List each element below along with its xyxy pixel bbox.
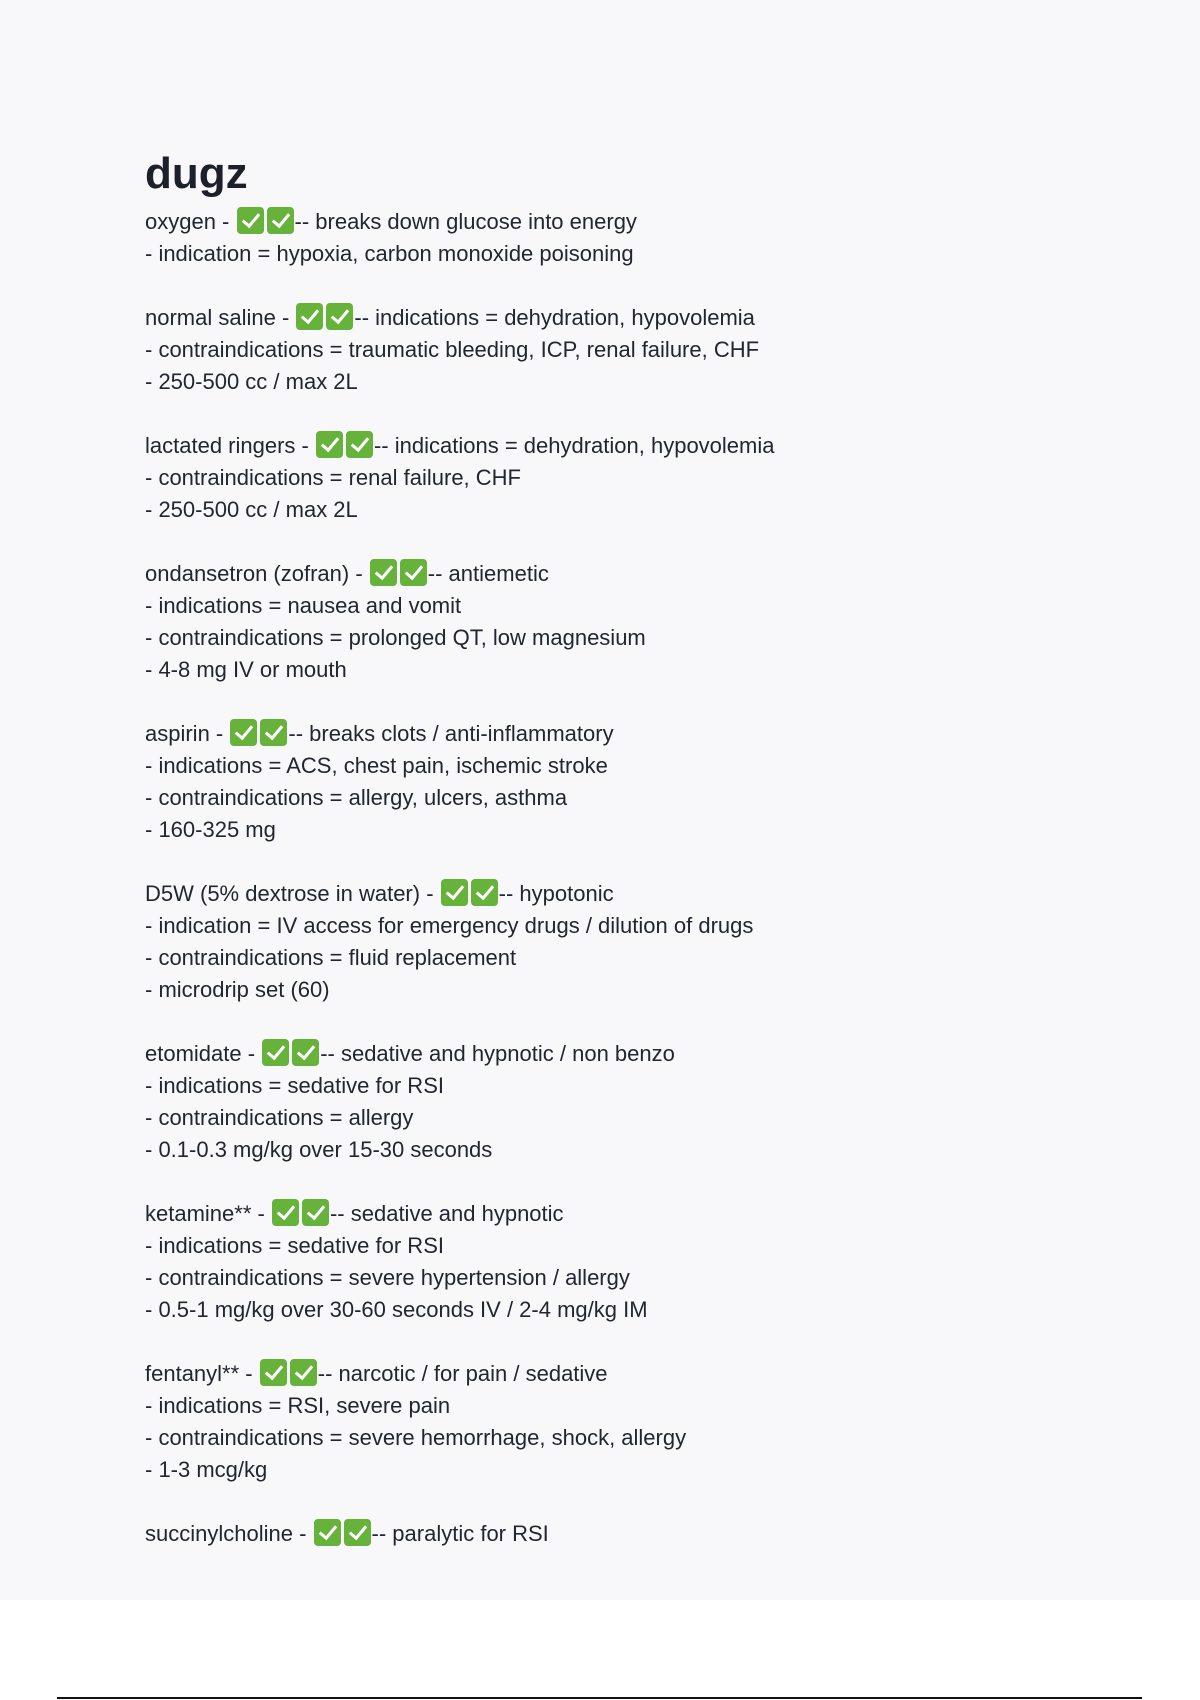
check-marks [237, 207, 294, 234]
drug-detail-line: - indication = hypoxia, carbon monoxide poisoning [145, 241, 634, 266]
check-marks [260, 1359, 317, 1386]
drug-name: D5W (5% dextrose in water) - [145, 881, 434, 906]
check-mark-icon [260, 719, 287, 746]
check-marks [230, 719, 287, 746]
check-marks [441, 879, 498, 906]
drug-entry [145, 1358, 1145, 1486]
drug-description: -- antiemetic [427, 561, 549, 586]
drug-detail-line: - indications = nausea and vomit [145, 593, 462, 618]
drug-name: lactated ringers - [145, 433, 309, 458]
drug-description: -- breaks clots / anti-inflammatory [288, 721, 614, 746]
check-mark-icon [292, 1039, 319, 1066]
drug-name: normal saline - [145, 305, 290, 330]
drug-detail-line: - contraindications = traumatic bleeding, ICP, renal failure, CHF [145, 337, 760, 362]
drug-heading [145, 430, 1145, 462]
document-content [145, 148, 1145, 1582]
check-mark-icon [316, 431, 343, 458]
drug-detail-line: - 0.5-1 mg/kg over 30-60 seconds IV / 2-4 mg/kg IM [145, 1297, 648, 1322]
drug-detail-line: - 250-500 cc / max 2L [145, 369, 358, 394]
drug-name: ketamine** - [145, 1201, 265, 1226]
check-marks [296, 303, 353, 330]
drug-description: -- indications = dehydration, hypovolemia [373, 433, 775, 458]
drug-detail-line: - microdrip set (60) [145, 977, 330, 1002]
drug-description: -- breaks down glucose into energy [294, 209, 637, 234]
drug-detail-line: - contraindications = allergy, ulcers, asthma [145, 785, 568, 810]
drug-detail-line: - indications = ACS, chest pain, ischemic stroke [145, 753, 608, 778]
drug-entry [145, 558, 1145, 686]
drug-heading [145, 1518, 1145, 1550]
check-mark-icon [290, 1359, 317, 1386]
check-mark-icon [400, 559, 427, 586]
drug-heading [145, 878, 1145, 910]
drug-description: -- paralytic for RSI [371, 1521, 549, 1546]
drug-heading [145, 302, 1145, 334]
drug-heading [145, 1038, 1145, 1070]
drug-heading [145, 718, 1145, 750]
drug-description: -- hypotonic [498, 881, 614, 906]
drug-description: -- sedative and hypnotic [329, 1201, 564, 1226]
check-mark-icon [441, 879, 468, 906]
check-mark-icon [267, 207, 294, 234]
drug-entry [145, 1518, 1145, 1550]
check-marks [314, 1519, 371, 1546]
drug-detail-line: - indications = RSI, severe pain [145, 1393, 451, 1418]
drug-detail-line: - 160-325 mg [145, 817, 276, 842]
document-title: dugz [145, 149, 248, 198]
bottom-divider [57, 1697, 1142, 1699]
drug-detail-line: - indication = IV access for emergency drugs / dilution of drugs [145, 913, 754, 938]
check-mark-icon [272, 1199, 299, 1226]
drug-entry [145, 430, 1145, 526]
drug-entry [145, 206, 1145, 270]
drug-description: -- indications = dehydration, hypovolemia [354, 305, 755, 330]
drug-entry [145, 1198, 1145, 1326]
drug-detail-line: - contraindications = severe hemorrhage, shock, allergy [145, 1425, 687, 1450]
check-mark-icon [262, 1039, 289, 1066]
drug-heading [145, 558, 1145, 590]
drug-name: etomidate - [145, 1041, 256, 1066]
drug-detail-line: - contraindications = severe hypertension / allergy [145, 1265, 630, 1290]
drug-detail-line: - contraindications = prolonged QT, low magnesium [145, 625, 646, 650]
drug-name: oxygen - [145, 209, 230, 234]
drug-description: -- sedative and hypnotic / non benzo [320, 1041, 675, 1066]
drug-entry [145, 1038, 1145, 1166]
check-marks [316, 431, 373, 458]
drug-detail-line: - indications = sedative for RSI [145, 1233, 444, 1258]
drug-name: ondansetron (zofran) - [145, 561, 363, 586]
check-mark-icon [471, 879, 498, 906]
drug-detail-line: - 1-3 mcg/kg [145, 1457, 268, 1482]
drug-entry [145, 302, 1145, 398]
drug-name: aspirin - [145, 721, 224, 746]
drug-description: -- narcotic / for pain / sedative [317, 1361, 608, 1386]
check-marks [370, 559, 427, 586]
drug-list [145, 206, 1145, 1550]
drug-detail-line: - indications = sedative for RSI [145, 1073, 444, 1098]
drug-name: succinylcholine - [145, 1521, 307, 1546]
check-mark-icon [370, 559, 397, 586]
drug-detail-line: - contraindications = fluid replacement [145, 945, 517, 970]
check-mark-icon [346, 431, 373, 458]
drug-detail-line: - 4-8 mg IV or mouth [145, 657, 347, 682]
drug-detail-line: - 0.1-0.3 mg/kg over 15-30 seconds [145, 1137, 493, 1162]
drug-detail-line: - contraindications = renal failure, CHF [145, 465, 521, 490]
check-mark-icon [302, 1199, 329, 1226]
check-marks [262, 1039, 319, 1066]
drug-name: fentanyl** - [145, 1361, 253, 1386]
drug-detail-line: - 250-500 cc / max 2L [145, 497, 358, 522]
drug-detail-line: - contraindications = allergy [145, 1105, 414, 1130]
check-mark-icon [344, 1519, 371, 1546]
drug-heading [145, 1358, 1145, 1390]
check-mark-icon [260, 1359, 287, 1386]
check-mark-icon [296, 303, 323, 330]
check-mark-icon [314, 1519, 341, 1546]
drug-heading [145, 206, 1145, 238]
drug-heading [145, 1198, 1145, 1230]
drug-entry [145, 718, 1145, 846]
check-marks [272, 1199, 329, 1226]
check-mark-icon [230, 719, 257, 746]
check-mark-icon [326, 303, 353, 330]
drug-entry [145, 878, 1145, 1006]
check-mark-icon [237, 207, 264, 234]
